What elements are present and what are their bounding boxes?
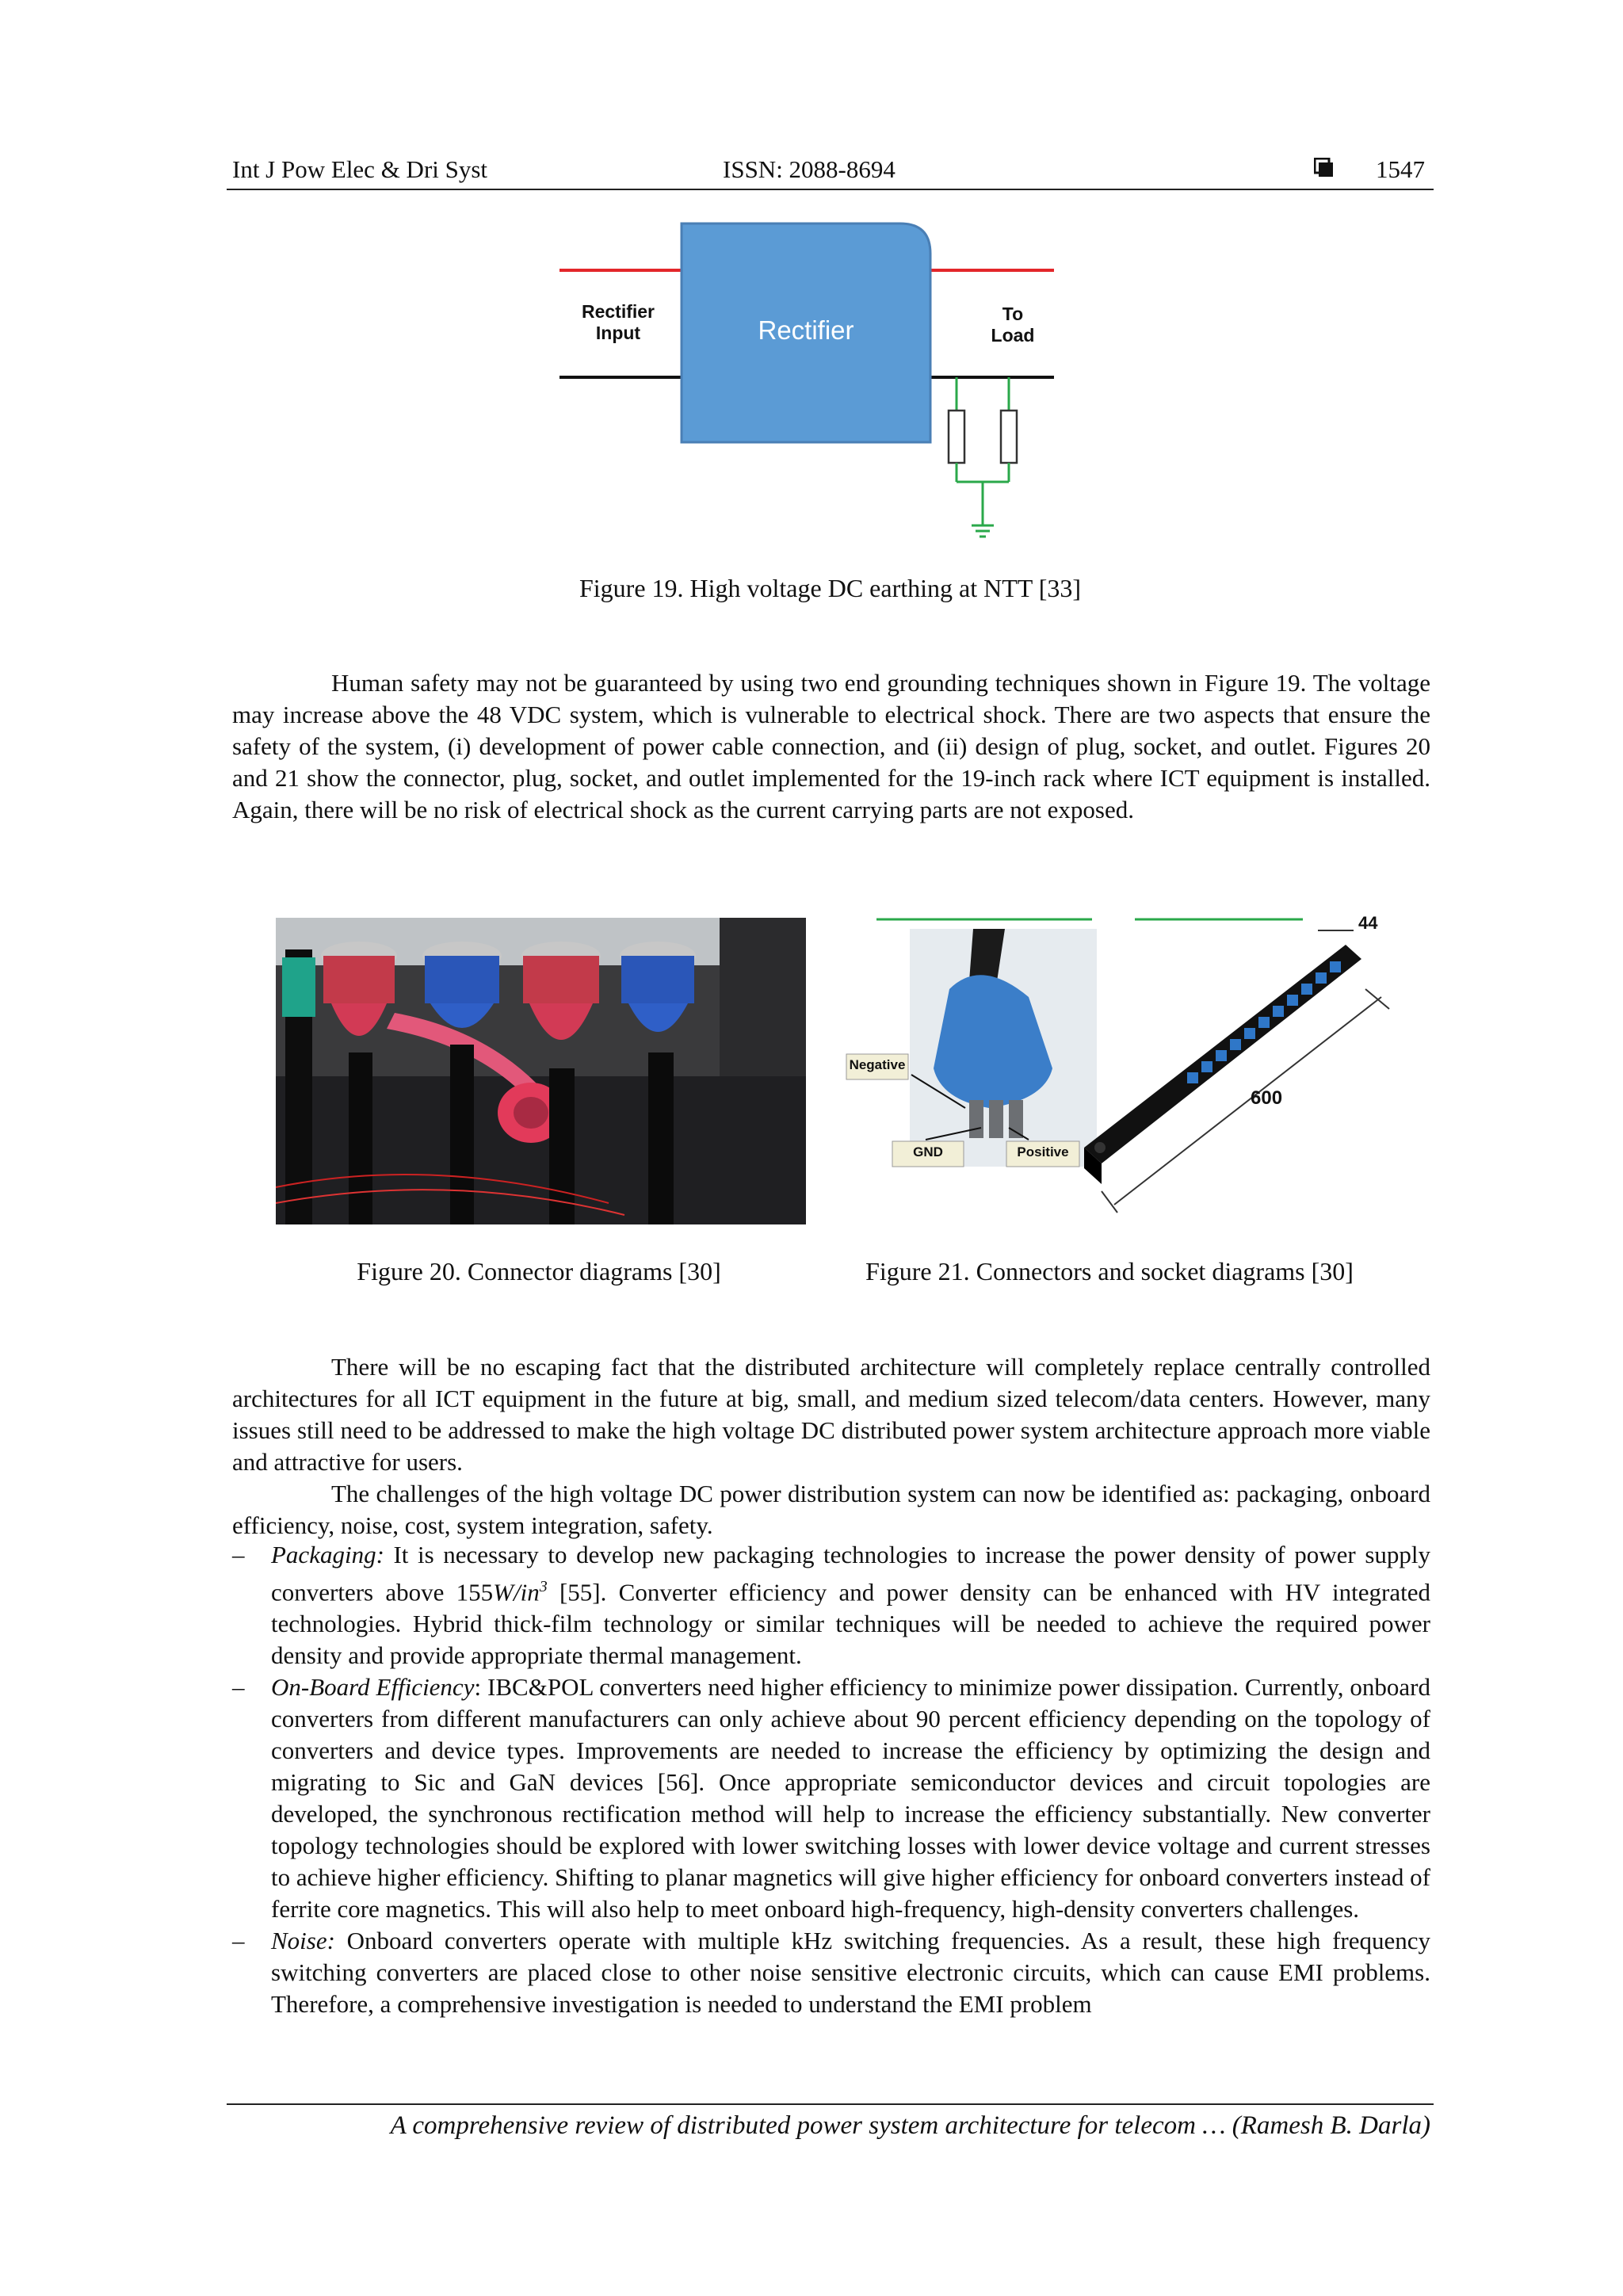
checkbox-icon (1314, 158, 1333, 177)
paragraph-1: Human safety may not be guaranteed by using two end grounding techniques shown in Figure 19. The voltage may increase above the 48 VDC system, which is vulnerable to electrical shock. There are two aspects that ensure the safety of the system, (i) development of power cable connection, and (ii) design of plug, socket, and outlet. Figures 20 and 21 show the connector, plug, socket, and outlet implemented for the 19-inch rack where ICT equipment is installed. Again, there will be no risk of electrical shock as the current carrying parts are not exposed. (232, 669, 1430, 823)
positive-label: Positive (1017, 1144, 1069, 1159)
journal-name: Int J Pow Elec & Dri Syst (232, 155, 488, 183)
figure-19-caption: Figure 19. High voltage DC earthing at NTT [33] (579, 574, 1082, 602)
rectifier-input-label: Rectifier Input (581, 301, 655, 343)
list-item-onboard-efficiency: – On-Board Efficiency: IBC&POL converters need higher efficiency to minimize power dissipation. Currently, onboard converters from different manufacturers can only achieve about 90 percent efficiency depending on the topology of converters and device types. Improvements are needed to increase the efficiency by optimizing the design and migrating to Sic and GaN devices [56]. Once appropriate semiconductor devices and circuit topologies are developed, the synchronous rectification method will help to increase the efficiency substantially. New converter topology technologies should be explored with lower switching losses with lower device voltage and current stresses to achieve higher efficiency. Shifting to planar magnetics will give higher efficiency for onboard converters instead of ferrite core magnetics. This will also help to meet onboard high-frequency, high-density converters challenges. (232, 1673, 1431, 1924)
list-item-packaging: – Packaging: It is necessary to develop new packaging technologies to increase the power density of power supply converters above $155W/in^3$ [55]. Converter efficiency and power density can be enhanced with HV integrated technologies. Hybrid thick-film technology or similar techniques will be needed to achieve the required power density and provide appropriate thermal management. (232, 1541, 1430, 1670)
figure-20-caption: Figure 20. Connector diagrams [30] (357, 1257, 721, 1286)
figure-21-caption: Figure 21. Connectors and socket diagrams [30] (865, 1257, 1354, 1286)
rectifier-diagram (555, 220, 1062, 545)
connector-photo (276, 918, 806, 1224)
figure-20-photo (276, 918, 806, 1224)
issn: ISSN: 2088-8694 (723, 155, 896, 183)
list-item-noise: – Noise: Onboard converters operate with multiple kHz switching frequencies. As a result, these high frequency switching converters are placed close to other noise sensitive electronic circuits, which can cause EMI problems. Therefore, a comprehensive investigation is needed to understand the EMI problem (232, 1927, 1430, 2019)
paragraph-2: There will be no escaping fact that the distributed architecture will completely replace centrally controlled architectures for all ICT equipment in the future at big, small, and medium sized telecom/data centers. However, many issues still need to be addressed to make the high voltage DC distributed power system architecture approach more viable and attractive for users. The challenges of the high voltage DC power distribution system can now be identified as: packaging, onboard efficiency, noise, cost, system integration, safety. (232, 1351, 1430, 1541)
dimension-length-label: 600 (1251, 1087, 1283, 1109)
socket-diagram (838, 910, 1401, 1243)
dimension-width-label: 44 (1358, 913, 1378, 933)
challenge-list (232, 1539, 1430, 2020)
rectifier-box-label: Rectifier (758, 315, 854, 345)
footer-rule (227, 2103, 1434, 2105)
to-load-label: To Load (991, 304, 1035, 346)
running-footer: A comprehensive review of distributed power system architecture for telecom … (Ramesh B. Darla) (390, 2111, 1430, 2140)
paragraph-3: The challenges of the high voltage DC power distribution system can now be identified as: packaging, onboard efficiency, noise, cost, system integration, safety. (232, 1480, 1430, 1539)
figure-21 (838, 910, 1401, 1243)
figure-19 (555, 220, 1062, 545)
gnd-label: GND (913, 1144, 943, 1159)
page-number: 1547 (1376, 155, 1425, 183)
header-rule (227, 189, 1434, 190)
negative-label: Negative (849, 1057, 906, 1072)
